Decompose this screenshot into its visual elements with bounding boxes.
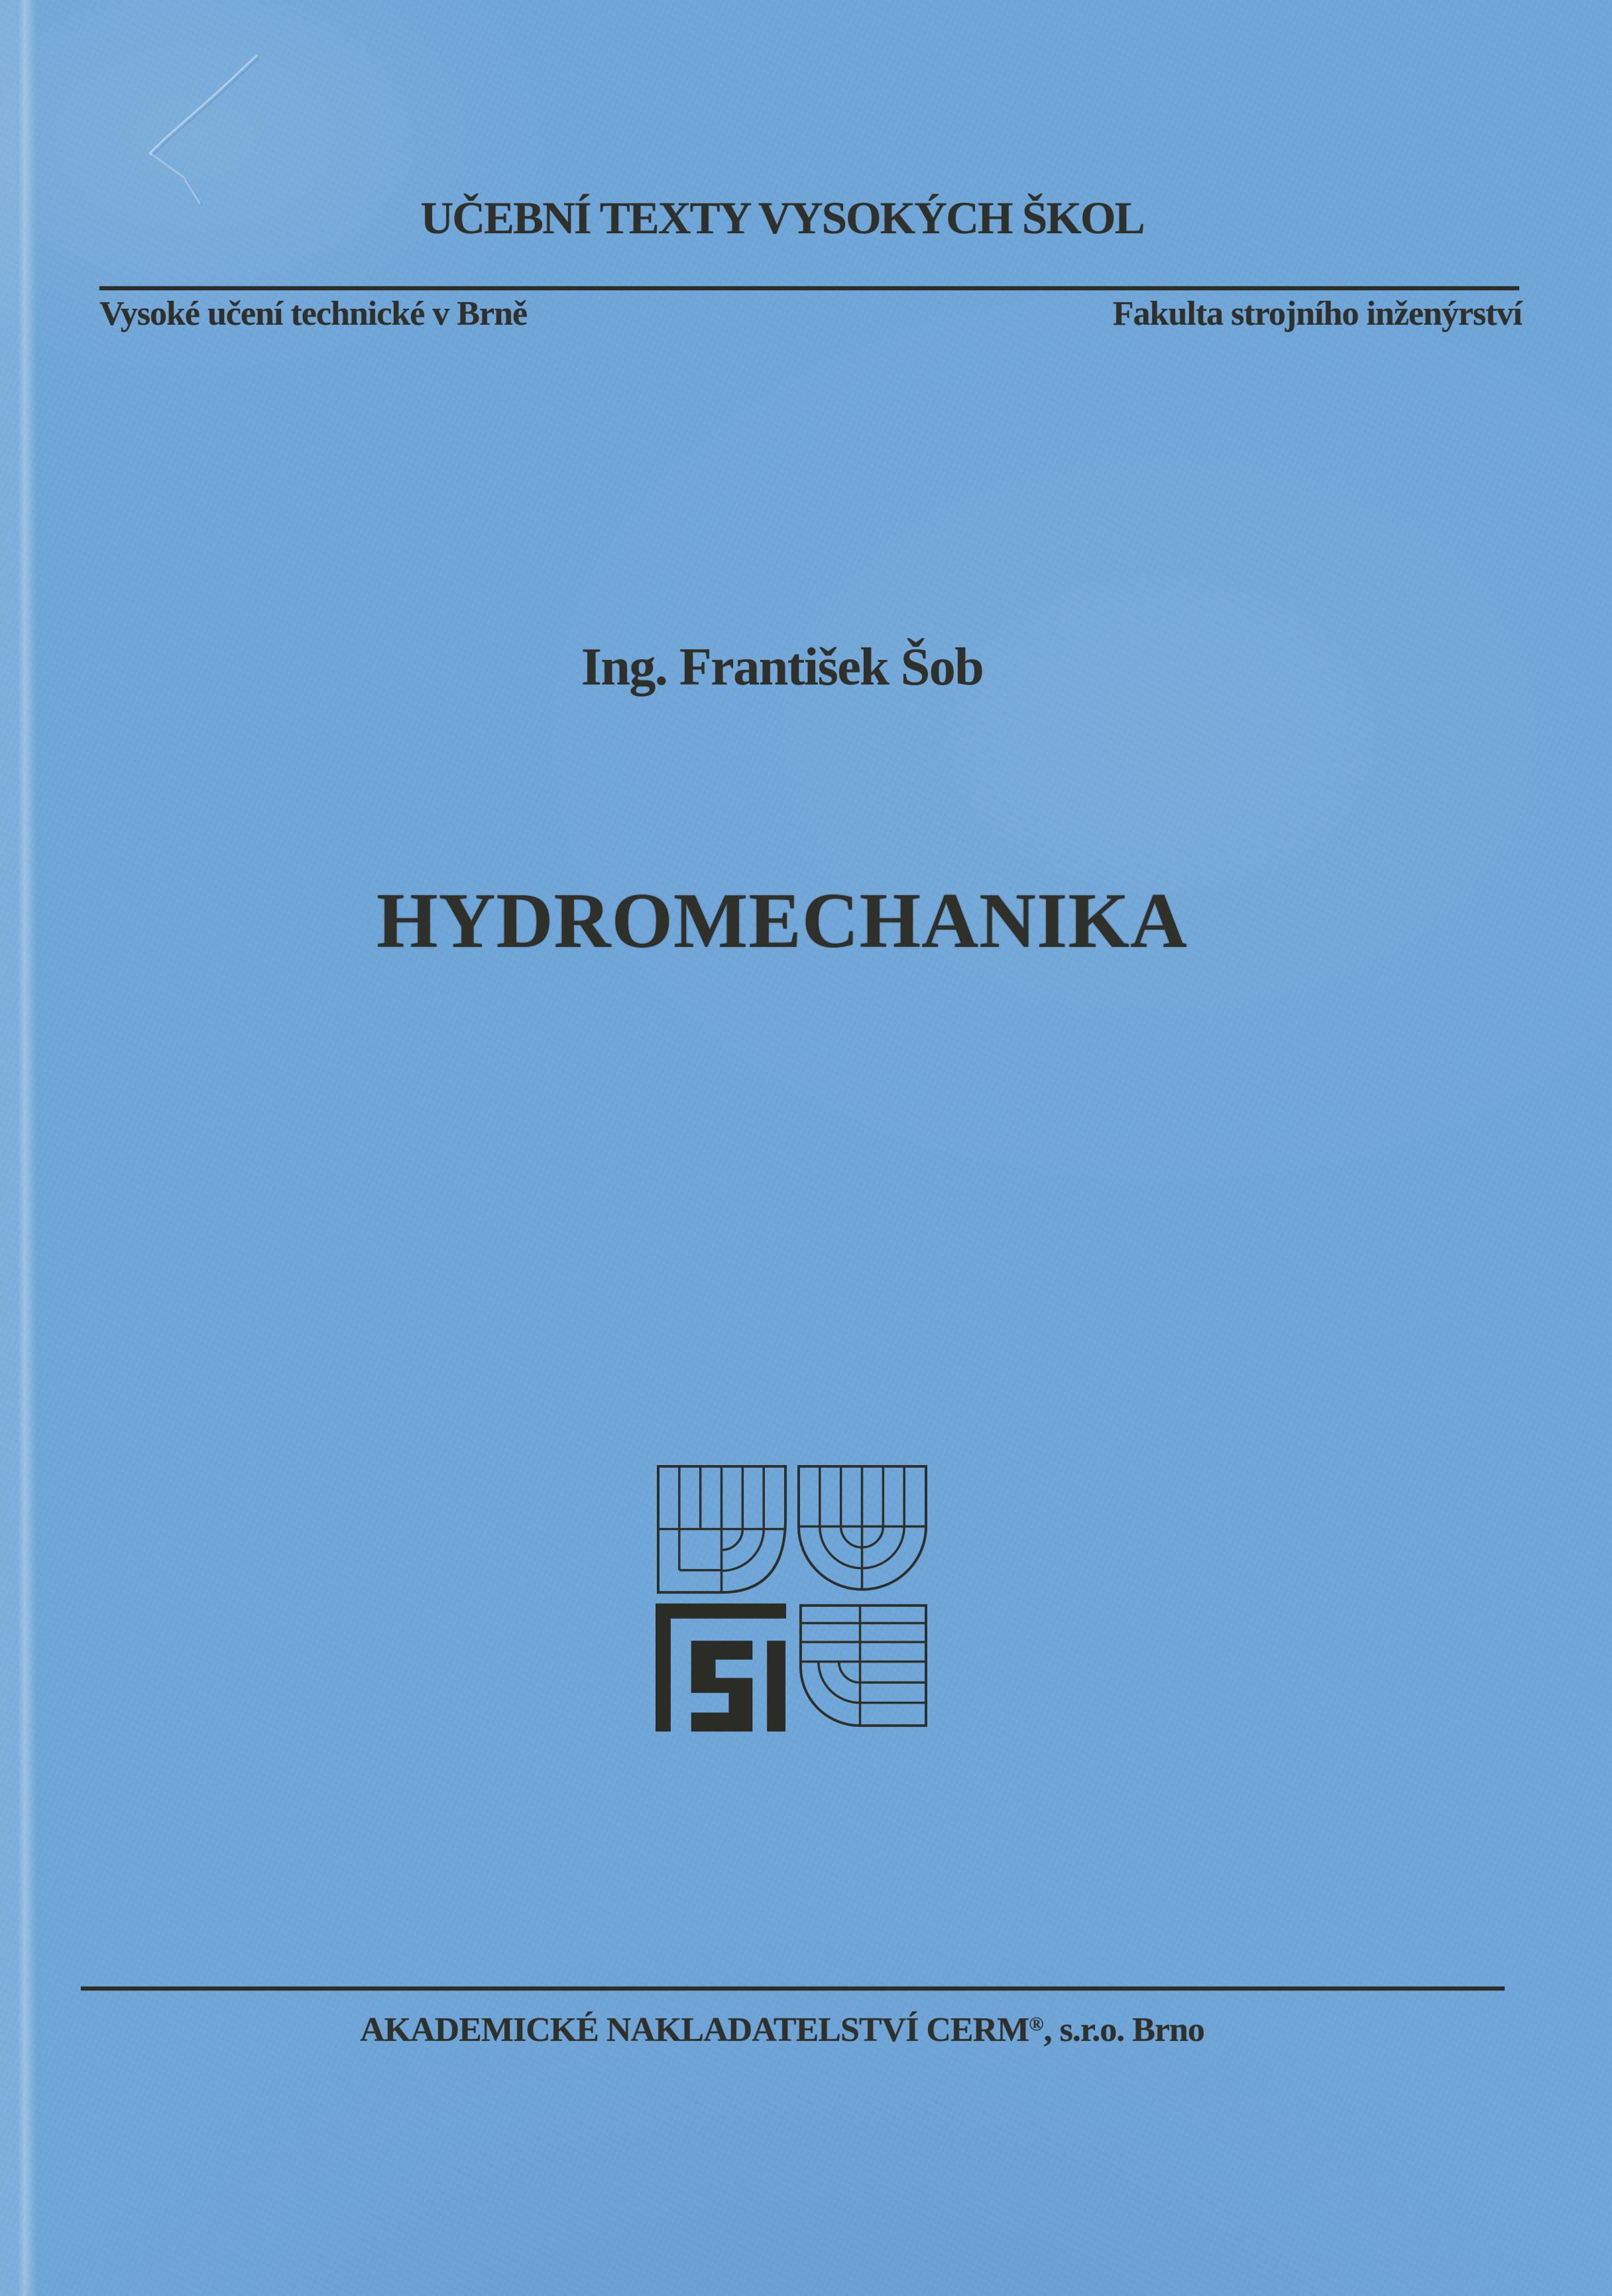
affiliation-row [99, 294, 1522, 334]
university-name: Vysoké učení technické v Brně [99, 295, 528, 333]
registered-trademark-icon: ® [1029, 2012, 1044, 2035]
publisher-suffix: , s.r.o. Brno [1043, 2011, 1204, 2049]
author-name: Ing. František Šob [581, 638, 984, 696]
publisher-name: AKADEMICKÉ NAKLADATELSTVÍ CERM [360, 2011, 1029, 2049]
footer-divider [81, 1987, 1505, 1991]
logo-quadrant-top-left [658, 1466, 785, 1592]
logo-quadrant-bottom-left-fsi [656, 1604, 786, 1731]
vut-fsi-logo-icon [656, 1464, 929, 1735]
logo-quadrant-bottom-right [801, 1606, 926, 1725]
logo-quadrant-top-right [799, 1466, 926, 1590]
faculty-name: Fakulta strojního inženýrství [1112, 295, 1522, 333]
header-divider [99, 286, 1519, 290]
series-title: UČEBNÍ TEXTY VYSOKÝCH ŠKOL [420, 193, 1144, 243]
book-title: HYDROMECHANIKA [376, 877, 1188, 964]
publisher-line [0, 2013, 1564, 2048]
